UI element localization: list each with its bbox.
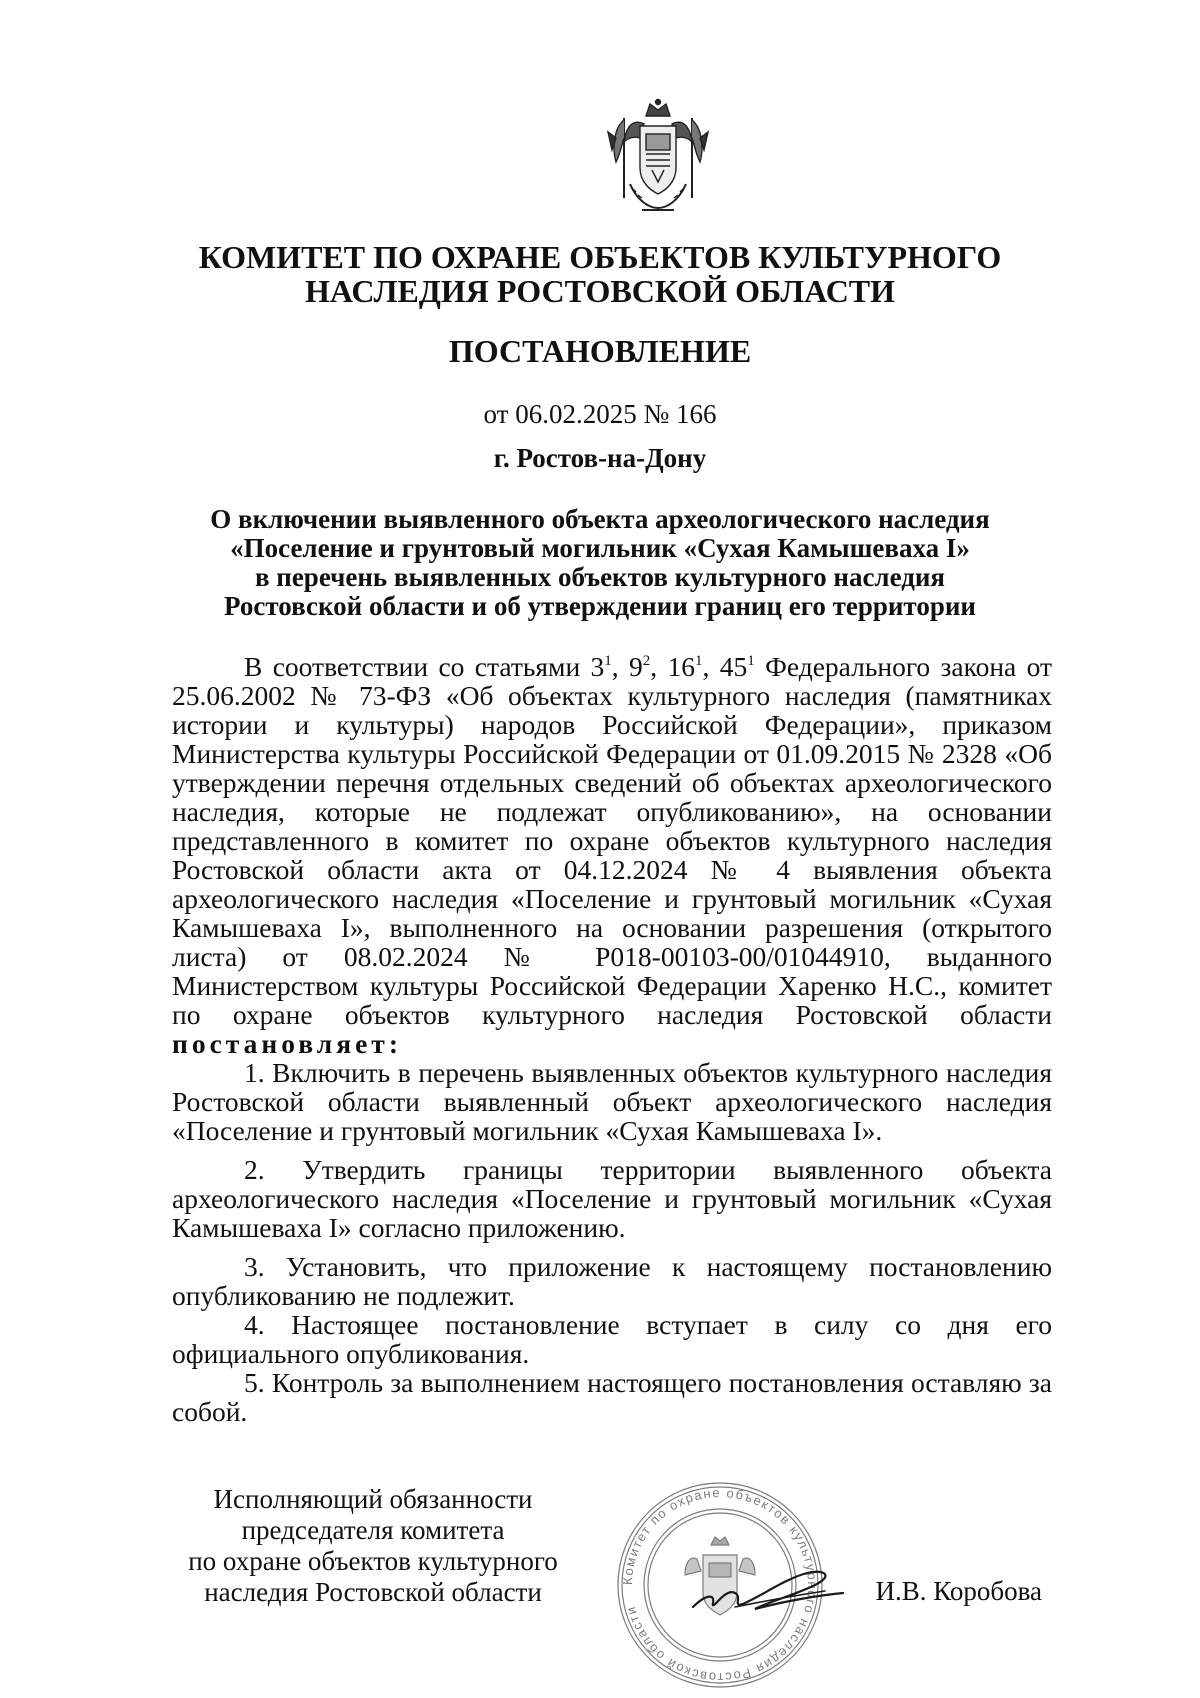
preamble-paragraph xyxy=(172,652,1052,1058)
signatory-line1: Исполняющий обязанности xyxy=(213,1484,533,1514)
committee-name-line1: КОМИТЕТ ПО ОХРАНЕ ОБЪЕКТОВ КУЛЬТУРНОГО xyxy=(198,239,1002,275)
decree-items xyxy=(172,1058,1052,1426)
stamp-ring-text: Комитет по охране объектов культурного наследия Ростовской области xyxy=(619,1484,821,1686)
coat-of-arms-emblem xyxy=(602,98,714,216)
decree-item-4: 4. Настоящее постановление вступает в силу со дня его официального опубликования. xyxy=(172,1309,1052,1369)
preamble-text-5: Федерального закона от 25.06.2002 № 73-ФЗ «Об объектах культурного наследия (памятниках истории и культуры) народов Российской Федерации», приказом Министерства культуры Российской Федерации от 01.09.2015 № 2328 «Об утверждении перечня отдельных сведений об объектах археологического наследия, которые не подлежат опубликованию», на основании представленного в комитет по охране объектов культурного наследия Ростовской области акта от 04.12.2024 № 4 выявления объекта археологического наследия «Поселение и грунтовый могильник «Сухая Камышеваха I», выполненного на основании разрешения (открытого листа) от 08.02.2024 № Р018-00103-00/01044910, выданного Министерством культуры Российской Федерации Харенко Н.С., комитет по охране объектов культурного наследия Ростовской области xyxy=(172,651,1053,1030)
decree-item-3: 3. Установить, что приложение к настоящему постановлению опубликованию не подлежит. xyxy=(172,1251,1052,1311)
signatory-line2: председателя комитета xyxy=(241,1515,505,1545)
preamble-text-1: В соответствии со статьями 3 xyxy=(244,651,605,682)
signatory-line4: наследия Ростовской области xyxy=(204,1577,542,1607)
preamble-sup-2: 2 xyxy=(642,653,651,669)
decree-item-1: 1. Включить в перечень выявленных объектов культурного наследия Ростовской области выявленный объект археологического наследия «Поселение и грунтовый могильник «Сухая Камышеваха I». xyxy=(172,1057,1052,1146)
preamble-sup-1: 1 xyxy=(604,653,612,669)
signatory-line3: по охране объектов культурного xyxy=(188,1546,558,1576)
committee-name-line2: НАСЛЕДИЯ РОСТОВСКОЙ ОБЛАСТИ xyxy=(304,273,896,309)
signatory-position xyxy=(168,1484,578,1608)
committee-name xyxy=(160,240,1040,308)
preamble-sup-3: 1 xyxy=(695,653,703,669)
decree-item-2: 2. Утвердить границы территории выявленного объекта археологического наследия «Поселение и грунтовый могильник «Сухая Камышеваха I» согласно приложению. xyxy=(172,1154,1052,1243)
document-city: г. Ростов-на-Дону xyxy=(493,443,707,473)
document-date-number: от 06.02.2025 № 166 xyxy=(483,399,717,429)
document-type: ПОСТАНОВЛЕНИЕ xyxy=(448,333,752,369)
title-line4: Ростовской области и об утверждении границ его территории xyxy=(224,591,976,621)
preamble-sup-4: 1 xyxy=(747,653,755,669)
preamble-text-3: , 16 xyxy=(650,651,696,682)
document-title xyxy=(160,505,1040,621)
preamble-text-2: , 9 xyxy=(611,651,643,682)
decree-item-5: 5. Контроль за выполнением настоящего постановления оставляю за собой. xyxy=(172,1367,1052,1427)
signatory-name: И.В. Коробова xyxy=(875,1576,1042,1606)
preamble-text-4: , 45 xyxy=(702,651,748,682)
title-line3: в перечень выявленных объектов культурного наследия xyxy=(254,562,946,592)
official-stamp xyxy=(585,1475,855,1690)
decree-word: постановляет: xyxy=(172,1028,402,1059)
title-line2: «Поселение и грунтовый могильник «Сухая Камышеваха I» xyxy=(230,533,970,563)
title-line1: О включении выявленного объекта археологического наследия xyxy=(210,504,990,534)
